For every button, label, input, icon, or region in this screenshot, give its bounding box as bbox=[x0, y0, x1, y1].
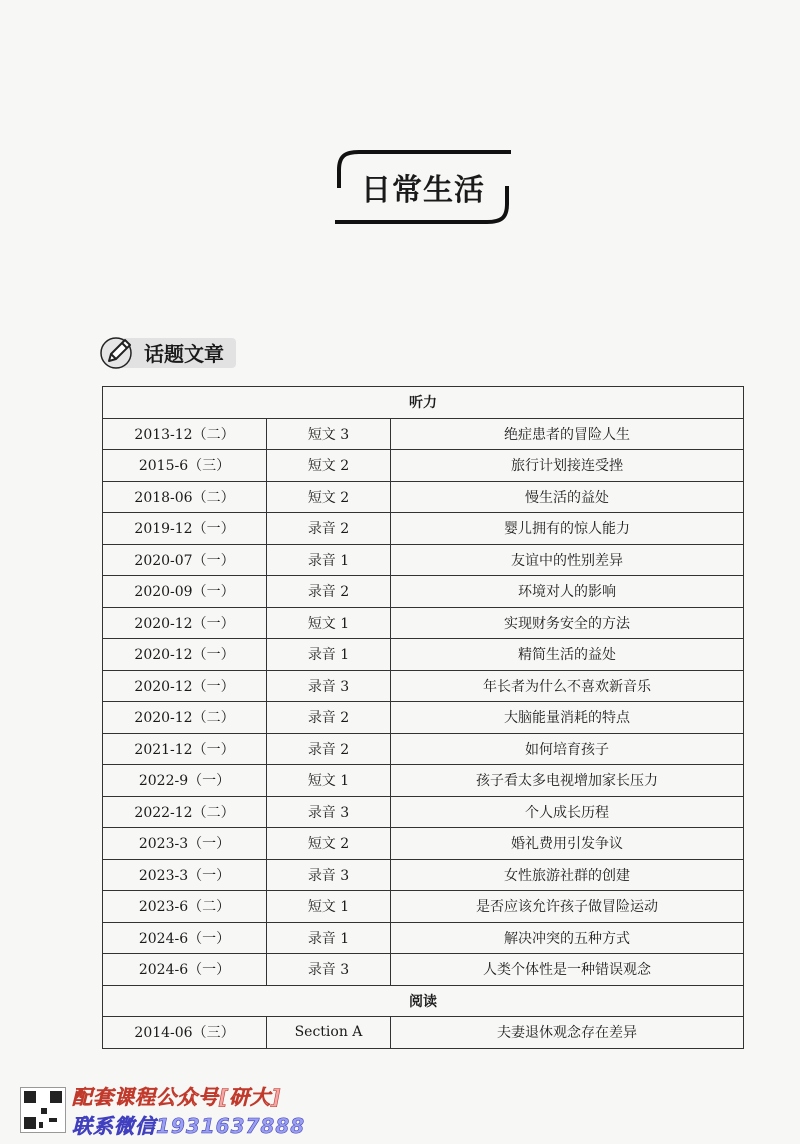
date-cell: 2019-12（一） bbox=[103, 513, 267, 545]
page-title-box bbox=[335, 148, 511, 226]
section-heading-label: 话题文章 bbox=[144, 341, 224, 366]
type-cell: 短文 2 bbox=[267, 481, 391, 513]
topic-cell: 旅行计划接连受挫 bbox=[391, 450, 744, 482]
type-cell: 短文 2 bbox=[267, 828, 391, 860]
type-cell: Section A bbox=[267, 1017, 391, 1049]
topic-cell: 大脑能量消耗的特点 bbox=[391, 702, 744, 734]
topic-cell: 年长者为什么不喜欢新音乐 bbox=[391, 670, 744, 702]
table-row bbox=[103, 607, 744, 639]
date-cell: 2023-6（二） bbox=[103, 891, 267, 923]
topic-cell: 婴儿拥有的惊人能力 bbox=[391, 513, 744, 545]
table-row bbox=[103, 954, 744, 986]
date-cell: 2014-06（三） bbox=[103, 1017, 267, 1049]
section-header-cell: 听力 bbox=[103, 387, 744, 419]
type-cell: 录音 2 bbox=[267, 576, 391, 608]
table-row bbox=[103, 450, 744, 482]
topic-cell: 孩子看太多电视增加家长压力 bbox=[391, 765, 744, 797]
type-cell: 录音 1 bbox=[267, 544, 391, 576]
table-row bbox=[103, 859, 744, 891]
table-row bbox=[103, 828, 744, 860]
topic-cell: 如何培育孩子 bbox=[391, 733, 744, 765]
type-cell: 录音 3 bbox=[267, 954, 391, 986]
qr-code-icon bbox=[20, 1087, 66, 1133]
footer-line-1: 配套课程公众号[研大] bbox=[72, 1085, 282, 1109]
table-row bbox=[103, 1017, 744, 1049]
table-row bbox=[103, 765, 744, 797]
date-cell: 2013-12（二） bbox=[103, 418, 267, 450]
date-cell: 2020-07（一） bbox=[103, 544, 267, 576]
section-header-row bbox=[103, 985, 744, 1017]
date-cell: 2021-12（一） bbox=[103, 733, 267, 765]
topic-cell: 绝症患者的冒险人生 bbox=[391, 418, 744, 450]
footer-line-2: 联系微信1931637888 bbox=[72, 1114, 306, 1138]
date-cell: 2022-12（二） bbox=[103, 796, 267, 828]
date-cell: 2024-6（一） bbox=[103, 954, 267, 986]
type-cell: 录音 2 bbox=[267, 513, 391, 545]
table-row bbox=[103, 481, 744, 513]
type-cell: 短文 3 bbox=[267, 418, 391, 450]
table-row bbox=[103, 891, 744, 923]
section-heading bbox=[100, 334, 224, 370]
type-cell: 短文 1 bbox=[267, 607, 391, 639]
table-row bbox=[103, 544, 744, 576]
date-cell: 2022-9（一） bbox=[103, 765, 267, 797]
type-cell: 录音 3 bbox=[267, 796, 391, 828]
footer-watermark bbox=[20, 1084, 305, 1136]
topic-cell: 女性旅游社群的创建 bbox=[391, 859, 744, 891]
date-cell: 2020-12（一） bbox=[103, 670, 267, 702]
page-title: 日常生活 bbox=[361, 173, 485, 208]
table-row bbox=[103, 796, 744, 828]
table-row bbox=[103, 513, 744, 545]
date-cell: 2023-3（一） bbox=[103, 859, 267, 891]
date-cell: 2018-06（二） bbox=[103, 481, 267, 513]
type-cell: 录音 3 bbox=[267, 859, 391, 891]
date-cell: 2020-12（一） bbox=[103, 607, 267, 639]
table-row bbox=[103, 576, 744, 608]
date-cell: 2024-6（一） bbox=[103, 922, 267, 954]
table-row bbox=[103, 670, 744, 702]
type-cell: 短文 1 bbox=[267, 765, 391, 797]
topic-cell: 婚礼费用引发争议 bbox=[391, 828, 744, 860]
topic-cell: 慢生活的益处 bbox=[391, 481, 744, 513]
date-cell: 2020-12（一） bbox=[103, 639, 267, 671]
topic-cell: 个人成长历程 bbox=[391, 796, 744, 828]
topic-cell: 夫妻退休观念存在差异 bbox=[391, 1017, 744, 1049]
topic-table bbox=[102, 386, 744, 1049]
type-cell: 录音 1 bbox=[267, 639, 391, 671]
topic-cell: 实现财务安全的方法 bbox=[391, 607, 744, 639]
type-cell: 录音 2 bbox=[267, 702, 391, 734]
table-row bbox=[103, 922, 744, 954]
topic-cell: 人类个体性是一种错误观念 bbox=[391, 954, 744, 986]
section-header-cell: 阅读 bbox=[103, 985, 744, 1017]
topic-cell: 精简生活的益处 bbox=[391, 639, 744, 671]
type-cell: 短文 2 bbox=[267, 450, 391, 482]
topic-cell: 环境对人的影响 bbox=[391, 576, 744, 608]
date-cell: 2015-6（三） bbox=[103, 450, 267, 482]
topic-cell: 解决冲突的五种方式 bbox=[391, 922, 744, 954]
pencil-icon bbox=[100, 334, 136, 370]
topic-cell: 友谊中的性别差异 bbox=[391, 544, 744, 576]
type-cell: 录音 2 bbox=[267, 733, 391, 765]
table-row bbox=[103, 733, 744, 765]
type-cell: 录音 3 bbox=[267, 670, 391, 702]
type-cell: 短文 1 bbox=[267, 891, 391, 923]
date-cell: 2020-09（一） bbox=[103, 576, 267, 608]
table-row bbox=[103, 702, 744, 734]
table-row bbox=[103, 418, 744, 450]
topic-cell: 是否应该允许孩子做冒险运动 bbox=[391, 891, 744, 923]
table-row bbox=[103, 639, 744, 671]
section-header-row bbox=[103, 387, 744, 419]
date-cell: 2023-3（一） bbox=[103, 828, 267, 860]
type-cell: 录音 1 bbox=[267, 922, 391, 954]
date-cell: 2020-12（二） bbox=[103, 702, 267, 734]
